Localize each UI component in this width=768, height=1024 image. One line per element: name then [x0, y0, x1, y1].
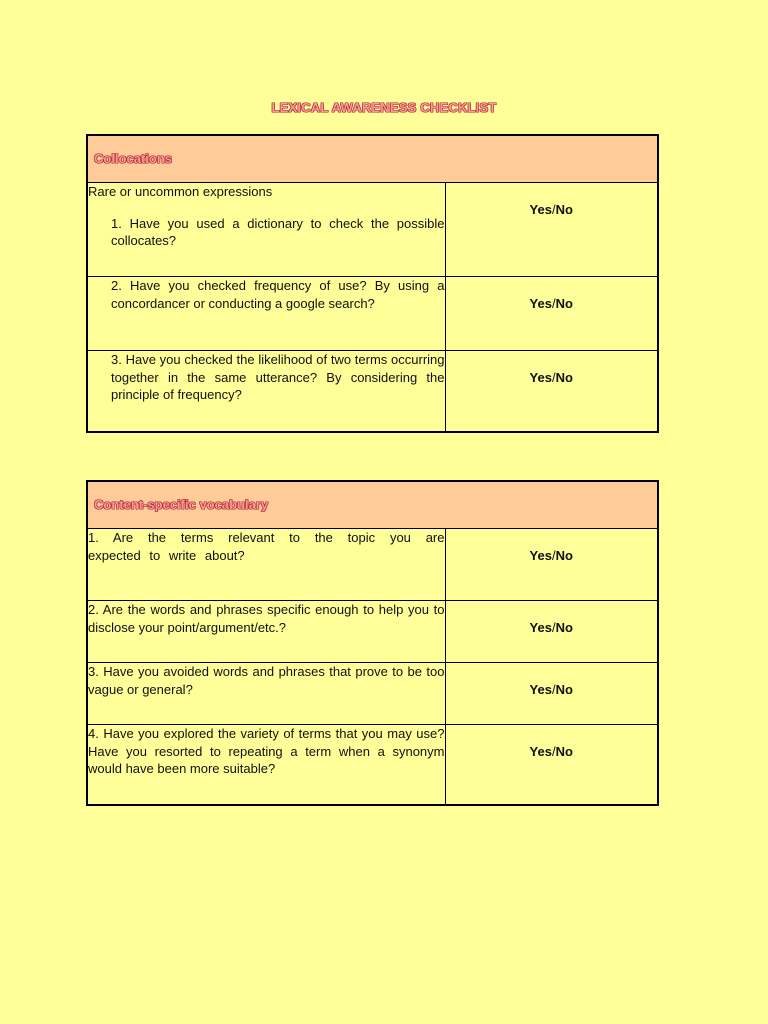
yes-label: Yes	[529, 296, 552, 311]
answer-cell	[445, 183, 658, 277]
collocations-intro: Rare or uncommon expressions	[88, 184, 273, 199]
answer-cell	[445, 277, 658, 351]
answer-separator: /	[551, 682, 556, 697]
no-label: No	[555, 202, 573, 217]
table-row	[87, 529, 658, 601]
answer-cell	[445, 351, 658, 432]
question-cell	[87, 725, 445, 805]
yes-label: Yes	[529, 620, 552, 635]
yes-label: Yes	[529, 744, 552, 759]
answer-cell	[445, 529, 658, 601]
answer-cell	[445, 663, 658, 725]
no-label: No	[555, 620, 573, 635]
table-row	[87, 183, 658, 277]
table-row	[87, 277, 658, 351]
no-label: No	[555, 744, 573, 759]
yes-label: Yes	[529, 370, 552, 385]
answer-separator: /	[551, 296, 556, 311]
answer-cell	[445, 601, 658, 663]
collocations-heading: Collocations	[94, 151, 173, 167]
question-cell	[87, 351, 445, 432]
collocations-header	[87, 135, 658, 183]
question-text: 1. Are the terms relevant to the topic you are expected to write about?	[88, 530, 445, 563]
content-vocabulary-table	[86, 480, 659, 806]
question-text: 3. Have you checked the likelihood of two terms occurring together in the same utterance? By considering the principle of frequency?	[111, 352, 445, 402]
answer-cell	[445, 725, 658, 805]
no-label: No	[555, 296, 573, 311]
yes-label: Yes	[529, 548, 552, 563]
question-cell	[87, 529, 445, 601]
question-text: 2. Are the words and phrases specific enough to help you to disclose your point/argument/etc.?	[88, 602, 445, 635]
answer-separator: /	[551, 548, 556, 563]
no-label: No	[555, 370, 573, 385]
table-row	[87, 725, 658, 805]
page-title: LEXICAL AWARENESS CHECKLIST	[271, 100, 497, 115]
no-label: No	[555, 548, 573, 563]
answer-separator: /	[551, 744, 556, 759]
content-vocabulary-heading: Content-specific vocabulary	[94, 497, 269, 513]
answer-separator: /	[551, 202, 556, 217]
answer-separator: /	[551, 370, 556, 385]
question-text: 2. Have you checked frequency of use? By using a concordancer or conducting a google search?	[111, 278, 445, 311]
question-cell	[87, 277, 445, 351]
question-cell	[87, 601, 445, 663]
no-label: No	[555, 682, 573, 697]
collocations-table	[86, 134, 659, 433]
table-row	[87, 351, 658, 432]
table-row	[87, 663, 658, 725]
question-text: 3. Have you avoided words and phrases that prove to be too vague or general?	[88, 664, 445, 697]
yes-label: Yes	[529, 202, 552, 217]
content-vocabulary-header	[87, 481, 658, 529]
question-cell	[87, 663, 445, 725]
table-row	[87, 601, 658, 663]
question-cell	[87, 183, 445, 277]
question-text: 1. Have you used a dictionary to check the possible collocates?	[111, 215, 445, 248]
yes-label: Yes	[529, 682, 552, 697]
question-text: 4. Have you explored the variety of terms that you may use? Have you resorted to repeating a term when a synonym would have been more suitable?	[88, 726, 445, 776]
answer-separator: /	[551, 620, 556, 635]
